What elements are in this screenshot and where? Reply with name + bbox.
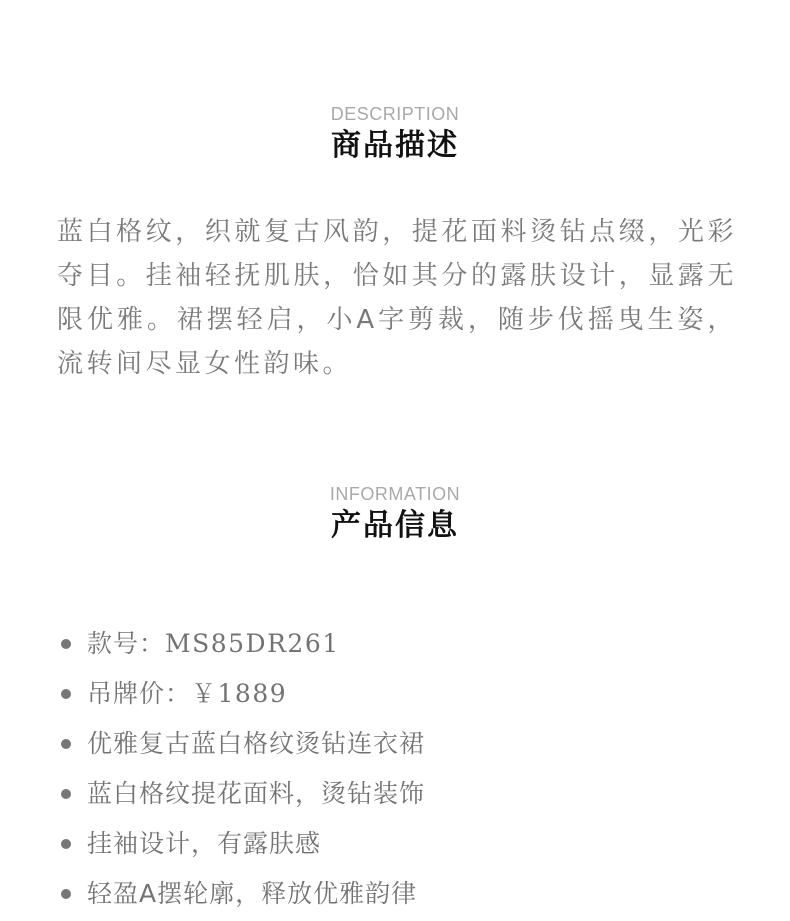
info-item-sleeve — [57, 821, 757, 871]
bullet-dot — [61, 839, 71, 849]
info-item-label: 优雅复古蓝白格纹烫钻连衣裙 — [87, 729, 426, 758]
info-item-product-name — [57, 721, 757, 771]
info-item-label: 吊牌价： — [87, 679, 192, 708]
info-item-style-number — [57, 621, 757, 671]
description-header — [0, 104, 790, 164]
bullet-dot — [61, 639, 71, 649]
description-eyebrow: DESCRIPTION — [330, 104, 460, 124]
info-item-tag-price — [57, 671, 757, 721]
info-item-value: ￥1889 — [191, 679, 288, 708]
info-item-label: 轻盈A摆轮廓，释放优雅韵律 — [87, 879, 418, 908]
info-item-label: 款号： — [87, 629, 166, 658]
information-title: 产品信息 — [331, 508, 459, 543]
bullet-dot — [61, 739, 71, 749]
bullet-dot — [61, 889, 71, 899]
description-title: 商品描述 — [331, 128, 459, 163]
bullet-dot — [61, 689, 71, 699]
info-item-fabric — [57, 771, 757, 821]
product-info-list — [57, 621, 757, 921]
description-body: 蓝白格纹，织就复古风韵，提花面料烫钻点缀，光彩夺目。挂袖轻抚肌肤，恰如其分的露肤设计，显露无限优雅。裙摆轻启，小A字剪裁，随步伐摇曳生姿，流转间尽显女性韵味。 — [57, 217, 737, 379]
information-eyebrow: INFORMATION — [329, 484, 461, 504]
info-item-silhouette — [57, 871, 757, 921]
bullet-dot — [61, 789, 71, 799]
info-item-label: 蓝白格纹提花面料，烫钻装饰 — [87, 779, 426, 808]
information-header — [0, 484, 790, 544]
info-item-label: 挂袖设计，有露肤感 — [87, 829, 322, 858]
info-item-value: MS85DR261 — [165, 629, 340, 658]
